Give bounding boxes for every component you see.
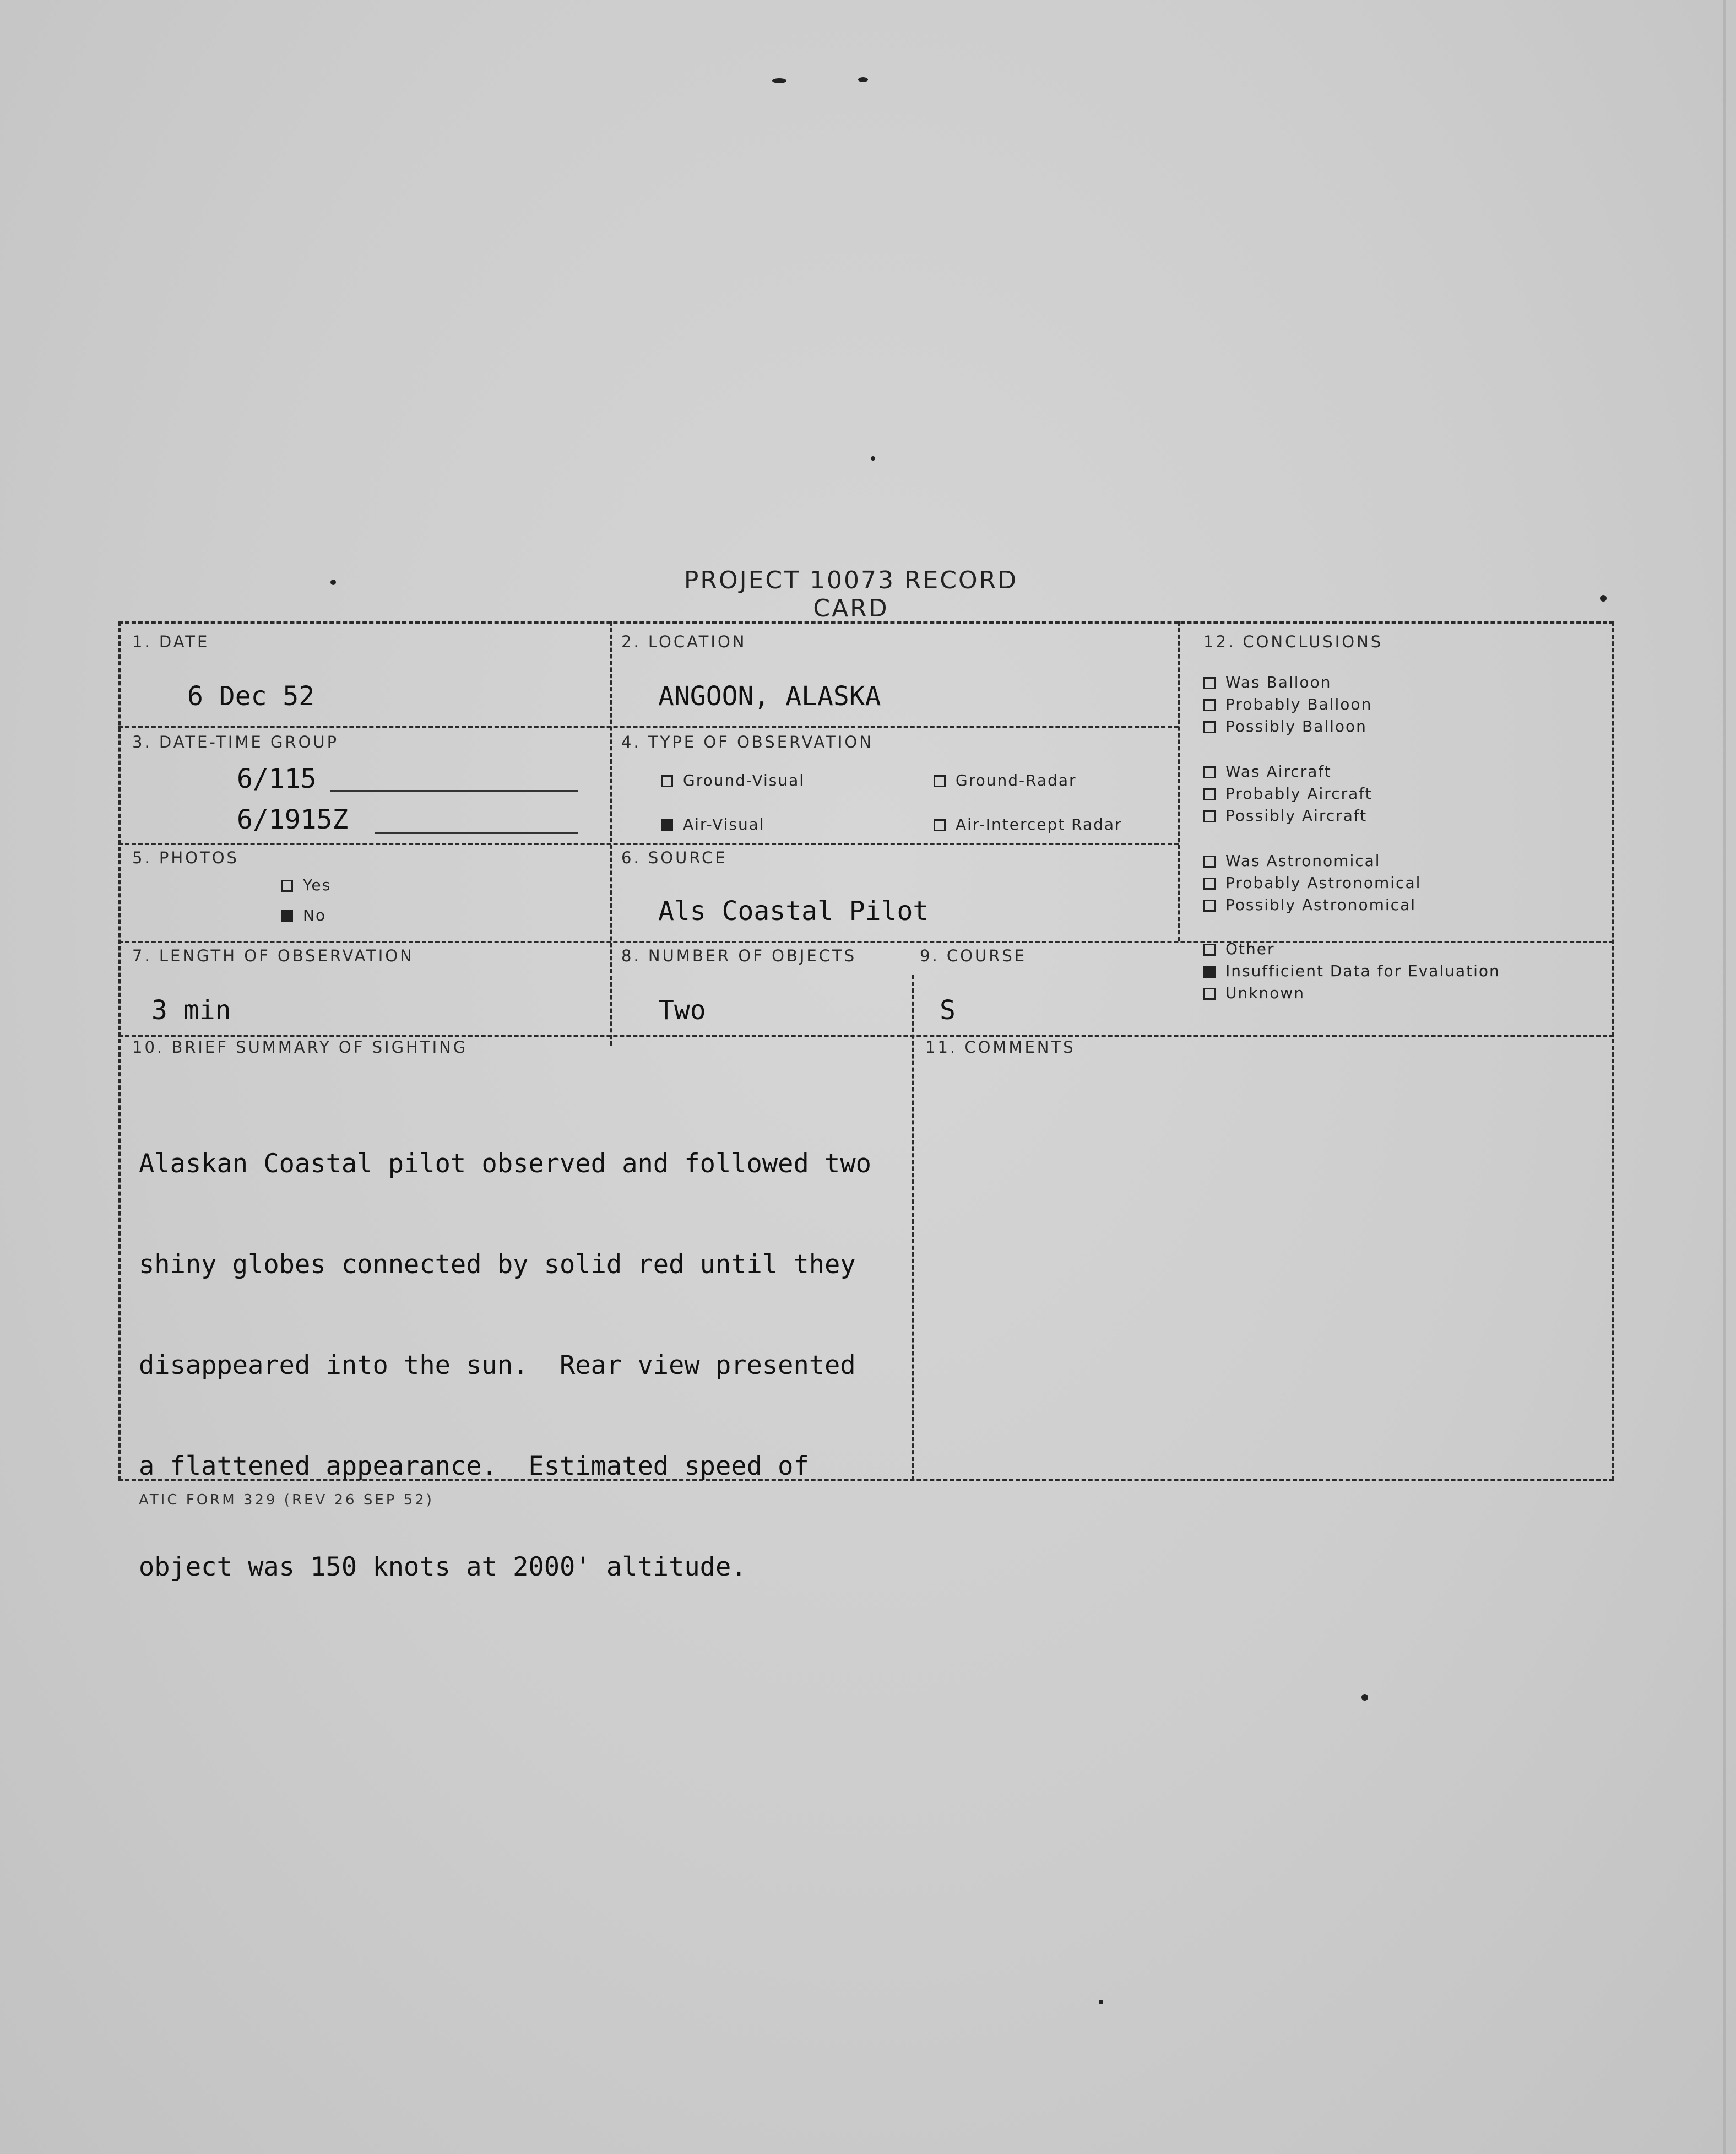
scan-speck: [871, 456, 875, 461]
date-label: 1. DATE: [132, 632, 210, 651]
checkbox-icon: [1203, 878, 1216, 890]
length-of-observation-label: 7. LENGTH OF OBSERVATION: [132, 946, 414, 965]
source-label: 6. SOURCE: [621, 848, 728, 867]
conclusion-possibly-balloon[interactable]: Possibly Balloon: [1203, 717, 1367, 735]
column-divider: [610, 621, 612, 1046]
type-of-observation-label: 4. TYPE OF OBSERVATION: [621, 733, 874, 751]
checkbox-icon: [1203, 677, 1216, 689]
checkbox-icon: [1203, 766, 1216, 778]
observation-air-intercept-radar[interactable]: Air-Intercept Radar: [934, 815, 1122, 834]
conclusions-label: 12. CONCLUSIONS: [1203, 632, 1384, 651]
checked-box-icon: [281, 910, 293, 922]
checkbox-icon: [1203, 788, 1216, 800]
conclusion-probably-balloon[interactable]: Probably Balloon: [1203, 695, 1372, 713]
conclusion-insufficient-data[interactable]: Insufficient Data for Evaluation: [1203, 962, 1500, 980]
checkbox-icon: [661, 775, 673, 787]
scan-speck: [330, 580, 336, 585]
checkbox-icon: [1203, 721, 1216, 733]
card-title: PROJECT 10073 RECORD CARD: [683, 566, 1018, 623]
summary-line: a flattened appearance. Estimated speed of: [139, 1451, 809, 1481]
length-of-observation-value: 3 min: [151, 995, 231, 1026]
observation-ground-radar[interactable]: Ground-Radar: [934, 771, 1077, 789]
local-underline: [330, 790, 578, 792]
row-divider: [118, 941, 1614, 943]
number-of-objects-value: Two: [658, 995, 706, 1026]
scan-speck: [1600, 595, 1607, 602]
date-time-local-value: 6/115: [237, 764, 317, 794]
scan-speck: [1099, 2000, 1103, 2004]
photos-label: 5. PHOTOS: [132, 848, 239, 867]
scan-speck: [772, 78, 786, 83]
brief-summary-text: [139, 1080, 932, 1617]
checkbox-icon: [1203, 900, 1216, 912]
course-label: 9. COURSE: [920, 946, 1027, 965]
conclusion-was-balloon[interactable]: Was Balloon: [1203, 673, 1331, 691]
checkbox-icon: [1203, 810, 1216, 822]
row-divider: [118, 726, 1179, 728]
page-edge: [1723, 0, 1726, 2154]
date-value: 6 Dec 52: [187, 681, 315, 712]
location-value: ANGOON, ALASKA: [658, 681, 881, 712]
conclusions-divider: [1178, 621, 1180, 941]
checked-box-icon: [1203, 966, 1216, 978]
gmt-underline: [375, 832, 578, 834]
checkbox-icon: [1203, 944, 1216, 956]
checkbox-icon: [934, 819, 946, 831]
photos-no[interactable]: No: [281, 906, 326, 924]
conclusion-other[interactable]: Other: [1203, 940, 1275, 958]
summary-line: Alaskan Coastal pilot observed and followed two: [139, 1149, 871, 1179]
number-of-objects-label: 8. NUMBER OF OBJECTS: [621, 946, 857, 965]
checkbox-icon: [281, 880, 293, 892]
observation-ground-visual[interactable]: Ground-Visual: [661, 771, 805, 789]
checkbox-icon: [1203, 699, 1216, 711]
scan-speck: [1361, 1694, 1368, 1701]
conclusion-unknown[interactable]: Unknown: [1203, 984, 1305, 1002]
conclusion-possibly-astronomical[interactable]: Possibly Astronomical: [1203, 896, 1416, 914]
observation-air-visual[interactable]: Air-Visual: [661, 815, 765, 834]
row-divider: [118, 1035, 1614, 1037]
checkbox-icon: [1203, 988, 1216, 1000]
course-value: S: [940, 995, 956, 1026]
conclusion-probably-astronomical[interactable]: Probably Astronomical: [1203, 874, 1421, 892]
form-number: ATIC FORM 329 (REV 26 SEP 52): [139, 1492, 434, 1508]
date-time-group-label: 3. DATE-TIME GROUP: [132, 733, 339, 751]
source-value: Als Coastal Pilot: [658, 896, 929, 927]
location-label: 2. LOCATION: [621, 632, 747, 651]
conclusion-possibly-aircraft[interactable]: Possibly Aircraft: [1203, 807, 1367, 825]
conclusion-probably-aircraft[interactable]: Probably Aircraft: [1203, 784, 1372, 803]
date-time-gmt-value: 6/1915Z: [237, 804, 349, 835]
comments-label: 11. COMMENTS: [925, 1038, 1076, 1057]
checkbox-icon: [934, 775, 946, 787]
checked-box-icon: [661, 819, 673, 831]
summary-line: shiny globes connected by solid red until they: [139, 1249, 856, 1280]
row-divider: [118, 843, 1179, 845]
scan-speck: [858, 77, 868, 82]
checkbox-icon: [1203, 856, 1216, 868]
summary-line: disappeared into the sun. Rear view presented: [139, 1350, 856, 1381]
conclusion-was-astronomical[interactable]: Was Astronomical: [1203, 852, 1381, 870]
conclusion-was-aircraft[interactable]: Was Aircraft: [1203, 762, 1332, 781]
summary-line: object was 150 knots at 2000' altitude.: [139, 1552, 747, 1582]
brief-summary-label: 10. BRIEF SUMMARY OF SIGHTING: [132, 1038, 468, 1057]
photos-yes[interactable]: Yes: [281, 876, 331, 894]
